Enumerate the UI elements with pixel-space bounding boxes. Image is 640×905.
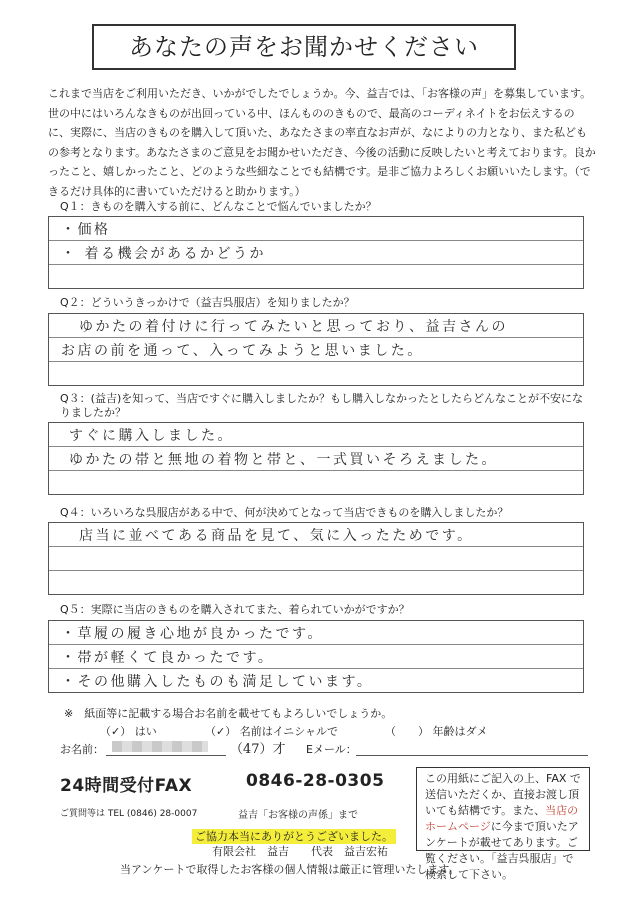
intro-text: これまで当店をご利用いただき、いかがでしたでしょうか。今、益吉では、「お客様の声」を募集しています。世の中にはいろんなきものが出回っている中、ほんもののきもので、最高のコーディネイトをお伝えするのに、実際に、当店のきものを購入して頂いた、あなたさまの率直なお声が、なによりの力となり、また私どもの参考となります。あなたさまのご意見をお聞かせいただき、今後の活動に反映したいと考えております。良かったこと、嬉しかったこと、どのような些細なことでも結構です。是非ご協力よろしくお願いいたします。（できるだけ具体的に書いていただけると助かります。） (48, 87, 596, 198)
fax-number: 0846-28-0305 (246, 771, 385, 791)
notice-text-2: に今まで頂いたアンケートが載せてあります。ご覧ください。「益吉呉服店」で検索して下さい。 (425, 820, 579, 881)
q5-answer-box[interactable] (48, 620, 584, 693)
q4-question: Q４：いろいろな呉服店がある中で、何が決めてとなって当店できものを購入しましたか？ (60, 506, 509, 519)
q1-question: Q１：きものを購入する前に、どんなことで悩んでいましたか？ (60, 200, 377, 213)
q1-answer-box[interactable] (48, 216, 584, 289)
thanks-line (192, 825, 396, 844)
q2-answer-line: お店の前を通って、入ってみようと思いました。 (61, 343, 424, 359)
q3-answer-box[interactable] (48, 422, 584, 495)
q3-question: Q３：(益吉)を知って、当店ですぐに購入しましたか？もし購入しなかったとしたらどんなことが不安になりましたか？ (60, 392, 584, 419)
consent-option-age[interactable] (385, 723, 488, 739)
consent-age-check[interactable]: （ ） (385, 725, 429, 738)
q5-answer-line: ・草履の履き心地が良かったです。 (61, 626, 324, 642)
email-label: Eメール： (306, 743, 357, 756)
name-label: お名前： (60, 743, 104, 756)
privacy-line: 当アンケートで取得したお客様の個人情報は厳正に管理いたします。 (120, 863, 460, 876)
email-field[interactable] (356, 739, 588, 756)
homepage-link[interactable]: 当店のホームページ (425, 804, 579, 833)
q4-answer-box[interactable] (48, 522, 584, 595)
consent-yes-check[interactable]: （✓） (100, 725, 132, 738)
q3-answer-line: ゆかたの帯と無地の着物と帯と、一式買いそろえました。 (69, 452, 498, 468)
q2-question: Q２：どういうきっかけで（益吉呉服店）を知りましたか？ (60, 296, 355, 309)
q2-answer-line: ゆかたの着付けに行ってみたいと思っており、益吉さんの (79, 319, 508, 335)
dept-line: 益吉「お客様の声係」まで (238, 810, 358, 821)
notice-box (416, 767, 590, 881)
q5-question: Q５：実際に当店のきものを購入されてまた、着られていかがですか？ (60, 603, 410, 616)
consent-option-initial[interactable] (205, 723, 338, 739)
consent-initial-check[interactable]: （✓） (205, 725, 237, 738)
q5-answer-line: ・帯が軽くて良かったです。 (61, 650, 275, 666)
redacted-name (112, 741, 208, 752)
consent-age-label: 年齢はダメ (432, 725, 488, 738)
tel-line: ご質問等は TEL (0846) 28-0007 (60, 809, 198, 819)
q1-answer-line: ・価格 (61, 222, 111, 238)
consent-option-yes[interactable] (100, 723, 157, 739)
q1-answer-line: ・ 着る機会があるかどうか (61, 246, 266, 262)
thanks-text: ご協力本当にありがとうございました。 (192, 829, 396, 844)
notice-text-1: この用紙にご記入の上、FAX で送信いただくか、直接お渡し頂いても結構です。また、 (425, 772, 581, 817)
consent-yes-label: はい (134, 725, 157, 738)
age-value[interactable]: （47）才 (230, 742, 286, 757)
consent-initial-label: 名前はイニシャルで (239, 725, 339, 738)
page-title: あなたの声をお聞かせください (92, 24, 516, 70)
company-line: 有限会社 益吉 代表 益吉宏祐 (212, 845, 388, 858)
consent-note: ※ 紙面等に記載する場合お名前を載せてもよろしいでしょうか。 (64, 707, 393, 720)
q3-answer-line: すぐに購入しました。 (69, 428, 234, 444)
q2-answer-box[interactable] (48, 313, 584, 386)
fax-label: 24時間受付FAX (60, 776, 193, 796)
q5-answer-line: ・その他購入したものも満足しています。 (61, 674, 374, 690)
name-field[interactable] (106, 739, 226, 756)
q4-answer-line: 店当に並べてある商品を見て、気に入ったためです。 (79, 528, 474, 544)
